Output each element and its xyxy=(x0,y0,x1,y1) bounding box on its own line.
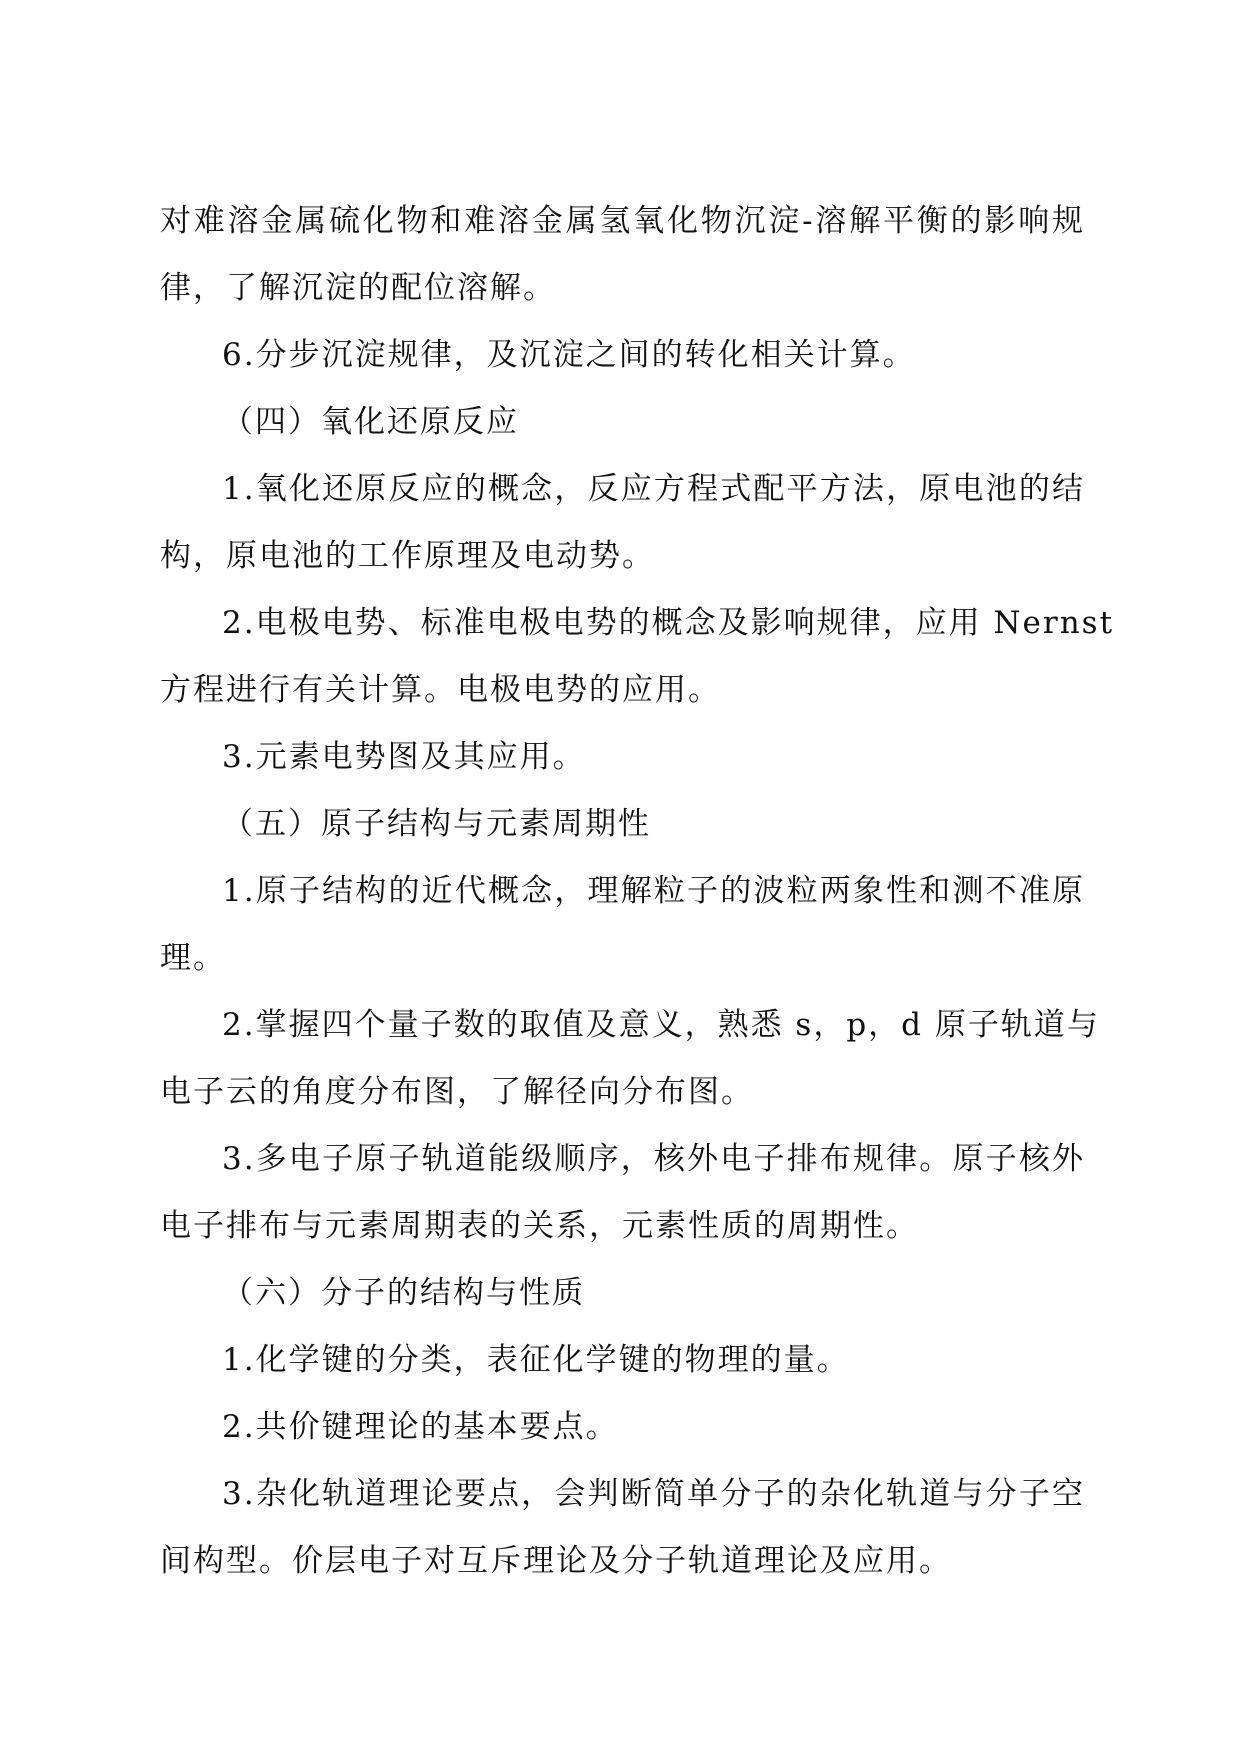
list-item-3: 3.元素电势图及其应用。 xyxy=(222,739,586,775)
list-item-6: 6.分步沉淀规律，及沉淀之间的转化相关计算。 xyxy=(222,337,916,373)
list-item-1: 1.原子结构的近代概念，理解粒子的波粒两象性和测不准原 xyxy=(222,873,1085,909)
list-item-3: 3.多电子原子轨道能级顺序，核外电子排布规律。原子核外 xyxy=(222,1141,1085,1177)
paragraph-line: 构，原电池的工作原理及电动势。 xyxy=(160,538,655,574)
list-item-2: 2.掌握四个量子数的取值及意义，熟悉 s，p，d 原子轨道与 xyxy=(222,1007,1100,1043)
section-heading-4: （四）氧化还原反应 xyxy=(222,404,519,440)
document-body xyxy=(160,188,1115,1595)
list-item-1: 1.氧化还原反应的概念，反应方程式配平方法，原电池的结 xyxy=(222,471,1085,507)
paragraph-line: 间构型。价层电子对互斥理论及分子轨道理论及应用。 xyxy=(160,1543,952,1579)
paragraph-line: 对难溶金属硫化物和难溶金属氢氧化物沉淀-溶解平衡的影响规 xyxy=(160,203,1085,239)
list-item-1: 1.化学键的分类，表征化学键的物理的量。 xyxy=(222,1342,850,1378)
section-heading-5: （五）原子结构与元素周期性 xyxy=(222,806,651,842)
paragraph-line: 电子云的角度分布图，了解径向分布图。 xyxy=(160,1074,754,1110)
paragraph-line: 律，了解沉淀的配位溶解。 xyxy=(160,270,556,306)
list-item-3: 3.杂化轨道理论要点，会判断简单分子的杂化轨道与分子空 xyxy=(222,1476,1085,1512)
paragraph-line: 理。 xyxy=(160,940,226,976)
list-item-2: 2.电极电势、标准电极电势的概念及影响规律，应用 Nernst xyxy=(222,605,1115,641)
paragraph-line: 方程进行有关计算。电极电势的应用。 xyxy=(160,672,721,708)
list-item-2: 2.共价键理论的基本要点。 xyxy=(222,1409,619,1445)
paragraph-line: 电子排布与元素周期表的关系，元素性质的周期性。 xyxy=(160,1208,919,1244)
section-heading-6: （六）分子的结构与性质 xyxy=(222,1275,585,1311)
